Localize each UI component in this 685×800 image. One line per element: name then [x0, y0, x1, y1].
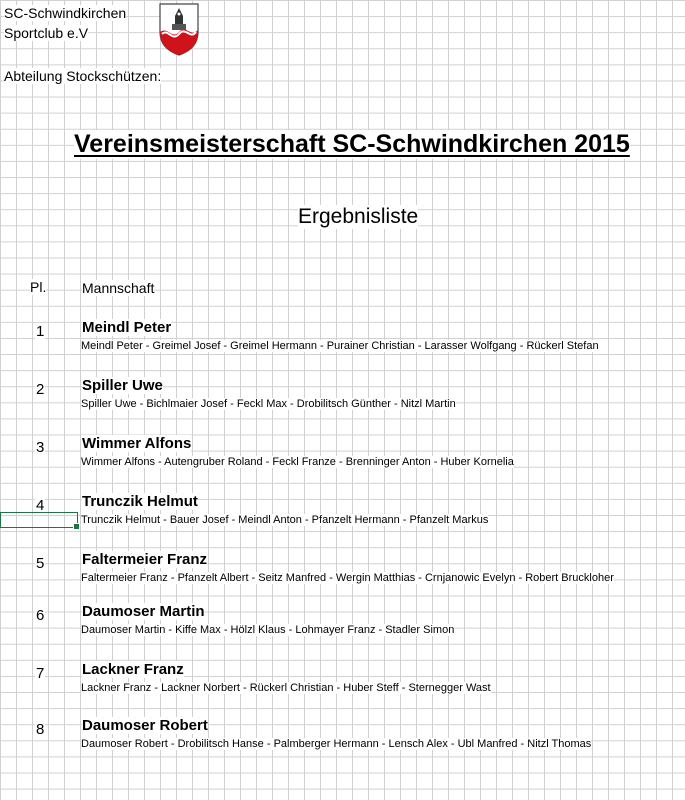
result-place: 4 — [36, 497, 45, 514]
team-captain: Trunczik Helmut — [82, 493, 198, 510]
result-place: 8 — [36, 721, 45, 738]
team-captain: Faltermeier Franz — [82, 551, 208, 568]
column-header-team: Mannschaft — [82, 280, 155, 296]
department-label: Abteilung Stockschützen: — [4, 68, 162, 84]
club-name: SC-Schwindkirchen — [4, 5, 127, 21]
team-members: Meindl Peter - Greimel Josef - Greimel Hermann - Purainer Christian - Larasser Wolfgang - Rückerl Stefan — [81, 340, 599, 352]
result-place: 2 — [36, 381, 45, 398]
team-members: Wimmer Alfons - Autengruber Roland - Feckl Franze - Brenninger Anton - Huber Kornelia — [81, 456, 514, 468]
team-members: Faltermeier Franz - Pfanzelt Albert - Seitz Manfred - Wergin Matthias - Crnjanowic Evelyn - Robert Bruckloher — [81, 572, 614, 584]
result-place: 3 — [36, 439, 45, 456]
column-header-place: Pl. — [30, 279, 47, 295]
team-captain: Meindl Peter — [82, 319, 172, 336]
club-type: Sportclub e.V — [4, 25, 89, 41]
team-members: Trunczik Helmut - Bauer Josef - Meindl Anton - Pfanzelt Hermann - Pfanzelt Markus — [81, 514, 489, 526]
team-captain: Daumoser Robert — [82, 717, 208, 734]
result-row — [0, 551, 685, 591]
result-row — [0, 717, 685, 757]
result-row — [0, 603, 685, 643]
team-members: Lackner Franz - Lackner Norbert - Rückerl Christian - Huber Steff - Sternegger Wast — [81, 682, 491, 694]
result-row — [0, 319, 685, 359]
page-title: Vereinsmeisterschaft SC-Schwindkirchen 2015 — [74, 130, 630, 158]
result-place: 1 — [36, 323, 45, 340]
result-row — [0, 661, 685, 701]
team-members: Spiller Uwe - Bichlmaier Josef - Feckl Max - Drobilitsch Günther - Nitzl Martin — [81, 398, 456, 410]
result-row — [0, 435, 685, 475]
team-captain: Daumoser Martin — [82, 603, 205, 620]
fill-handle[interactable] — [73, 523, 80, 530]
team-captain: Wimmer Alfons — [82, 435, 192, 452]
result-row — [0, 493, 685, 533]
result-row — [0, 377, 685, 417]
result-place: 6 — [36, 607, 45, 624]
coat-of-arms-icon — [158, 2, 200, 56]
team-captain: Spiller Uwe — [82, 377, 163, 394]
result-place: 5 — [36, 555, 45, 572]
team-captain: Lackner Franz — [82, 661, 184, 678]
results-subtitle: Ergebnisliste — [298, 205, 419, 228]
active-cell-selection[interactable] — [0, 512, 78, 528]
team-members: Daumoser Martin - Kiffe Max - Hölzl Klaus - Lohmayer Franz - Stadler Simon — [81, 624, 455, 636]
team-members: Daumoser Robert - Drobilitsch Hanse - Palmberger Hermann - Lensch Alex - Ubl Manfred - Nitzl Thomas — [81, 738, 592, 750]
result-place: 7 — [36, 665, 45, 682]
